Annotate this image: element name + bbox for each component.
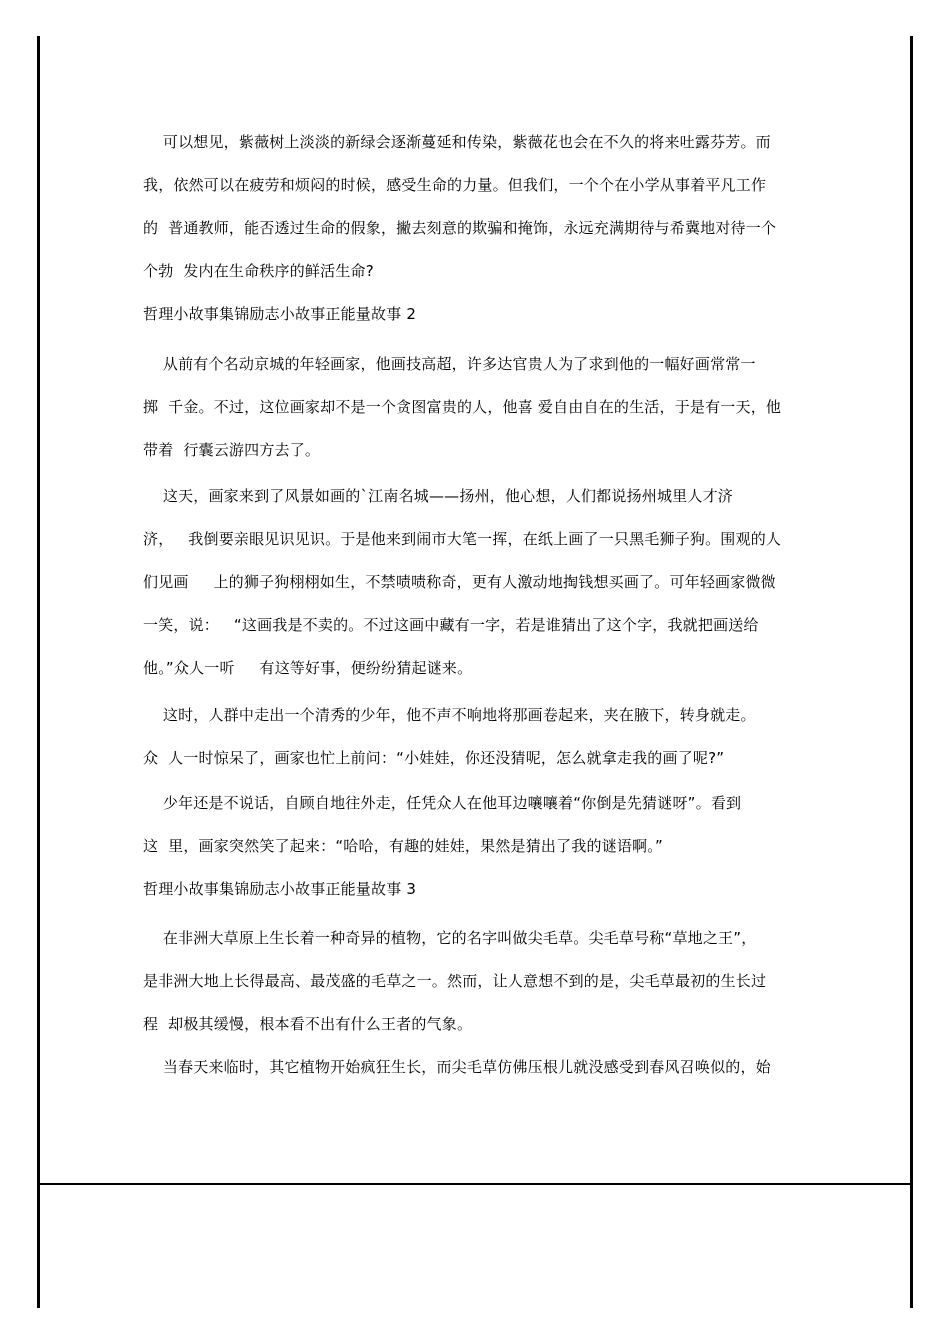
text-line: 这 里，画家突然笑了起来：“哈哈，有趣的娃娃，果然是猜出了我的谜语啊。” <box>143 837 663 855</box>
text-line: 他。”众人一听 有这等好事，便纷纷猜起谜来。 <box>143 659 473 677</box>
text-line: 一笑，说： “这画我是不卖的。不过这画中藏有一字，若是谁猜出了这个字，我就把画送给 <box>143 616 759 634</box>
text-line: 济， 我倒要亲眼见识见识。于是他来到闹市大笔一挥，在纸上画了一只黑毛狮子狗。围观的人 <box>143 530 782 548</box>
text-line: 的 普通教师，能否透过生命的假象，撇去刻意的欺骗和掩饰，永远充满期待与希冀地对待一个 <box>143 219 777 237</box>
page-border-right <box>910 36 913 1308</box>
text-line: 这时，人群中走出一个清秀的少年，他不声不响地将那画卷起来，夹在腋下，转身就走。 <box>143 706 756 724</box>
text-line: 个勃 发内在生命秩序的鲜活生命? <box>143 262 374 280</box>
text-line: 这天，画家来到了风景如画的`江南名城——扬州，他心想，人们都说扬州城里人才济 <box>143 487 733 505</box>
text-line: 可以想见，紫薇树上淡淡的新绿会逐渐蔓延和传染，紫薇花也会在不久的将来吐露芬芳。而 <box>143 133 771 151</box>
text-line: 在非洲大草原上生长着一种奇异的植物，它的名字叫做尖毛草。尖毛草号称“草地之王”， <box>143 929 757 947</box>
text-line: 我，依然可以在疲劳和烦闷的时候，感受生命的力量。但我们，一个个在小学从事着平凡工作 <box>143 176 767 194</box>
text-line: 少年还是不说话，自顾自地往外走，任凭众人在他耳边嚷嚷着“你倒是先猜谜呀”。看到 <box>143 794 742 812</box>
page-border-left <box>37 36 40 1308</box>
text-line: 们见画 上的狮子狗栩栩如生，不禁啧啧称奇，更有人激动地掏钱想买画了。可年轻画家微微 <box>143 573 776 591</box>
page-border-bottom <box>37 1183 913 1185</box>
text-line: 程 却极其缓慢，根本看不出有什么王者的气象。 <box>143 1015 473 1033</box>
text-line: 是非洲大地上长得最高、最茂盛的毛草之一。然而，让人意想不到的是，尖毛草最初的生长过 <box>143 972 767 990</box>
section-heading: 哲理小故事集锦励志小故事正能量故事 2 <box>143 305 417 323</box>
text-line: 从前有个名动京城的年轻画家，他画技高超，许多达官贵人为了求到他的一幅好画常常一 <box>143 355 756 373</box>
text-line: 众 人一时惊呆了，画家也忙上前问：“小娃娃，你还没猜呢，怎么就拿走我的画了呢?” <box>143 749 725 767</box>
text-line: 掷 千金。不过，这位画家却不是一个贪图富贵的人，他喜 爱自由自在的生活，于是有一天，他 <box>143 398 782 416</box>
text-line: 当春天来临时，其它植物开始疯狂生长，而尖毛草仿佛压根儿就没感受到春风召唤似的，始 <box>143 1058 771 1076</box>
section-heading: 哲理小故事集锦励志小故事正能量故事 3 <box>143 880 417 898</box>
text-line: 带着 行囊云游四方去了。 <box>143 441 321 459</box>
